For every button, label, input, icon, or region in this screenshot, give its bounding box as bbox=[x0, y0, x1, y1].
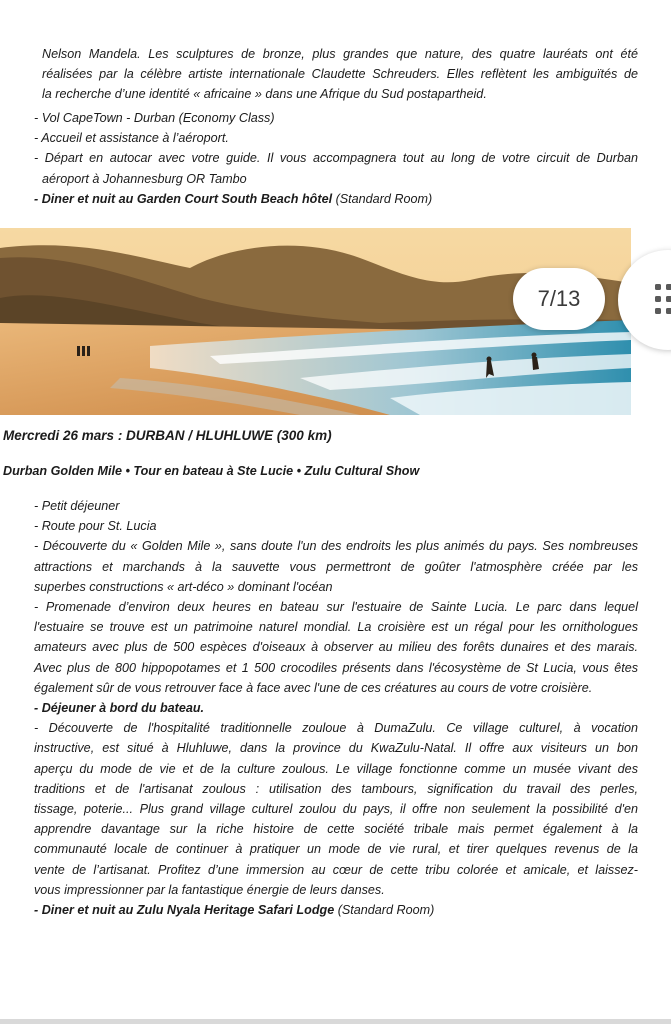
text-line: Avec plus de 800 hippopotames et 1 500 crocodiles présents dans l'écosystème de St Lucia, vous êtes bbox=[34, 660, 638, 675]
text-line: apprendre davantage sur la riche histoire de cette société tribale mais permet également à la bbox=[34, 822, 638, 837]
dinner-hotel-text: - Diner et nuit au Garden Court South Beach hôtel bbox=[34, 191, 333, 206]
text-line: traditions et de l'artisanat zoulous : utilisation des tambours, signification du travail des perles, bbox=[34, 781, 638, 796]
dinner-lodge-text: - Diner et nuit au Zulu Nyala Heritage Safari Lodge bbox=[34, 903, 335, 918]
more-vertical-icon bbox=[653, 282, 671, 318]
room-type-text: (Standard Room) bbox=[335, 191, 433, 206]
intro-paragraph bbox=[42, 44, 638, 105]
text-line: - Découverte de l'hospitalité traditionnelle zouloue à DumaZulu. Ce village culturel, à vocation bbox=[34, 721, 638, 736]
text-line: vente de l’artisanat. Profitez d’une immersion au cœur de cette tribu colorée et amicale, et laissez- bbox=[34, 862, 638, 877]
list-item: - Accueil et assistance à l’aéroport. bbox=[34, 131, 229, 146]
text-line: vous impressionner par la fantastique énergie de leurs danses. bbox=[34, 882, 385, 897]
text-line: réalisées par la célèbre artiste internationale Claudette Schreuders. Elles reflètent les ambiguïtés de bbox=[42, 67, 638, 82]
list-item: - Vol CapeTown - Durban (Economy Class) bbox=[34, 111, 275, 125]
top-itinerary-list bbox=[34, 108, 638, 209]
lunch-line: - Déjeuner à bord du bateau. bbox=[34, 701, 205, 716]
list-item: aéroport à Johannesburg OR Tambo bbox=[42, 171, 247, 186]
promenade-paragraph bbox=[34, 597, 638, 698]
dinner-line bbox=[34, 900, 638, 920]
room-type-text: (Standard Room) bbox=[337, 903, 435, 918]
list-item: - Départ en autocar avec votre guide. Il vous accompagnera tout au long de votre circuit de Durban bbox=[34, 151, 638, 166]
text-line: l'estuaire se trouve est un patrimoine naturel mondial. La croisière est un régal pour les ornithologues bbox=[34, 620, 638, 635]
page-bottom-edge bbox=[0, 1019, 671, 1024]
day-title: Mercredi 26 mars : DURBAN / HLUHLUWE (300 km) bbox=[3, 428, 332, 443]
text-line: communauté locale de continuer à pratiquer un mode de vie rural, et tirer quelques revenus de la bbox=[34, 842, 638, 857]
day-program-list bbox=[34, 496, 638, 920]
text-line: Nelson Mandela. Les sculptures de bronze, plus grandes que nature, des quatre lauréats ont été bbox=[42, 47, 638, 61]
text-line: instructive, est situé à Hluhluwe, dans la province du KwaZulu-Natal. Il offre aux visiteurs un bon bbox=[34, 741, 638, 756]
golden-mile-paragraph bbox=[34, 536, 638, 597]
text-line: superbes constructions « art-déco » dominant l'océan bbox=[34, 579, 333, 594]
text-line: amateurs avec plus de 500 espèces d'oiseaux à observer au milieu des forêts dunaires et des marais. bbox=[34, 640, 638, 655]
text-line: également sûr de vous retrouver face à face avec l'une de ces créatures au cours de votre croisière. bbox=[34, 680, 593, 695]
text-line: - Promenade d’environ deux heures en bateau sur l'estuaire de Sainte Lucia. Le parc dans lequel bbox=[34, 600, 638, 615]
dinner-line bbox=[34, 189, 638, 209]
text-line: attractions et marchands à la sauvette vous permettront de goûter l'atmosphère créée par les bbox=[34, 559, 638, 574]
dumazulu-paragraph bbox=[34, 718, 638, 900]
list-item: - Petit déjeuner bbox=[34, 499, 120, 513]
text-line: la recherche d’une identité « africaine » dans une Afrique du Sud postapartheid. bbox=[42, 87, 487, 102]
text-line: aperçu du mode de vie et de la culture zoulous. Le village fonctionne comme un musée vivant des bbox=[34, 761, 638, 776]
day-subtitle: Durban Golden Mile • Tour en bateau à Ste Lucie • Zulu Cultural Show bbox=[3, 464, 420, 478]
text-line: - Découverte du « Golden Mile », sans doute l'un des endroits les plus animés du pays. Ses nombreuses bbox=[34, 539, 638, 554]
list-item: - Route pour St. Lucia bbox=[34, 519, 157, 534]
page-counter[interactable]: 7/13 bbox=[513, 268, 605, 330]
text-line: tissage, poterie... Plus grand village culturel zoulou du pays, il offre non seulement la possibilité d'en bbox=[34, 802, 638, 817]
